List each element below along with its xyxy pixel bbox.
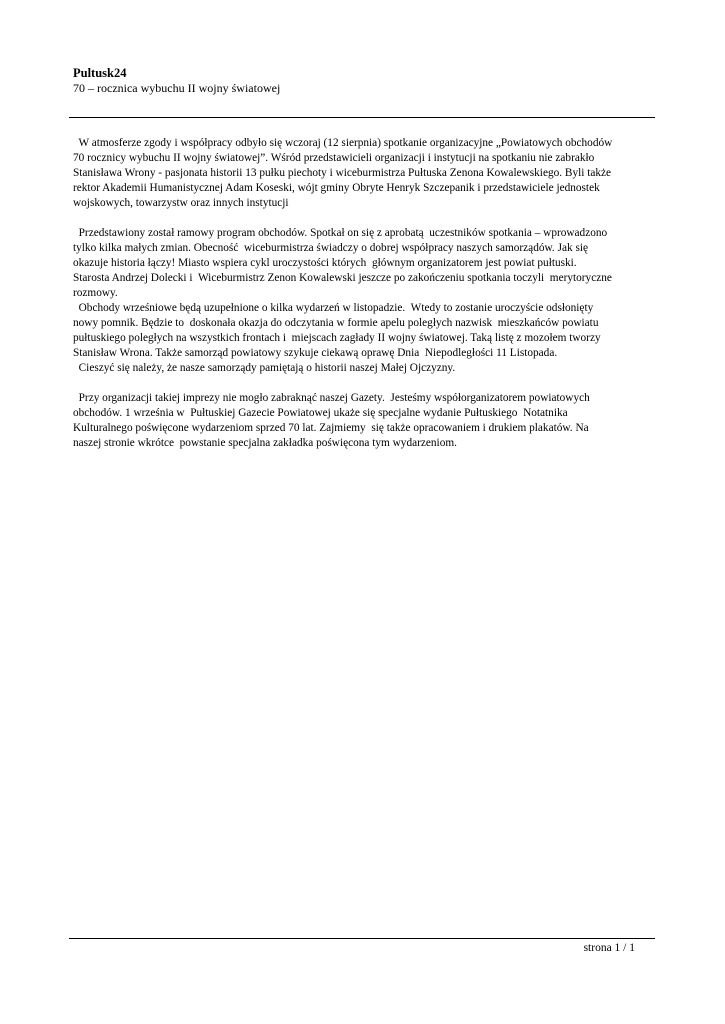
paragraph-1-line-3: Stanisława Wrony - pasjonata historii 13 pułku piechoty i wiceburmistrza Pułtuska Zenona Kowalewskiego. Byli także: [73, 167, 612, 179]
paragraph-2-line-9: Stanisław Wrona. Także samorząd powiatowy szykuje ciekawą oprawę Dnia Niepodległości 11 Listopada.: [73, 347, 558, 359]
paragraph-2-line-3: okazuje historia łączy! Miasto wspiera cykl uroczystości których głównym organizatorem jest powiat pułtuski.: [73, 257, 577, 269]
site-title: Pultusk24: [73, 66, 127, 80]
paragraph-gap: [73, 376, 663, 391]
paragraph-2-line-10: Cieszyć się należy, że nasze samorządy pamiętają o historii naszej Małej Ojczyzny.: [73, 362, 456, 374]
paragraph-2-line-4: Starosta Andrzej Dolecki i Wiceburmistrz Zenon Kowalewski jeszcze po zakończeniu spotkania toczyli merytoryczne: [73, 272, 612, 284]
paragraph-2-line-1: Przedstawiony został ramowy program obchodów. Spotkał on się z aprobatą uczestników spotkania – wprowadzono: [73, 227, 608, 239]
paragraph-3-line-1: Przy organizacji takiej imprezy nie mogło zabraknąć naszej Gazety. Jesteśmy współorganizatorem powiatowych: [73, 392, 590, 404]
article-body: [73, 136, 663, 451]
paragraph-2-line-5: rozmowy.: [73, 287, 118, 299]
paragraph-1-line-4: rektor Akademii Humanistycznej Adam Koseski, wójt gminy Obryte Henryk Szczepanik i przedstawiciele jednostek: [73, 182, 600, 194]
header-divider: [69, 117, 655, 118]
document-header: [73, 66, 658, 96]
paragraph-2-line-7: nowy pomnik. Będzie to doskonała okazja do odczytania w formie apelu poległych nazwisk mieszkańców powiatu: [73, 317, 599, 329]
paragraph-2-line-2: tylko kilka małych zmian. Obecność wiceburmistrza świadczy o dobrej współpracy naszych samorządów. Jak się: [73, 242, 588, 254]
paragraph-3-line-2: obchodów. 1 września w Pułtuskiej Gazecie Powiatowej ukaże się specjalne wydanie Pułtuskiego Notatnika: [73, 407, 568, 419]
paragraph-gap: [73, 211, 663, 226]
paragraph-3-line-4: naszej stronie wkrótce powstanie specjalna zakładka poświęcona tym wydarzeniom.: [73, 437, 457, 449]
paragraph-2-line-8: pułtuskiego poległych na wszystkich frontach i miejscach zagłady II wojny światowej. Taką listę z mozołem tworzy: [73, 332, 601, 344]
paragraph-1-line-5: wojskowych, towarzystw oraz innych instytucji: [73, 197, 289, 209]
paragraph-2-line-6: Obchody wrześniowe będą uzupełnione o kilka wydarzeń w listopadzie. Wtedy to zostanie uroczyście odsłonięty: [73, 302, 594, 314]
page-number: strona 1 / 1: [583, 942, 635, 954]
footer-divider: [69, 938, 655, 939]
paragraph-1-line-1: W atmosferze zgody i współpracy odbyło się wczoraj (12 sierpnia) spotkanie organizacyjne „Powiatowych obchodów: [73, 137, 613, 149]
article-subtitle: 70 – rocznica wybuchu II wojny światowej: [73, 81, 281, 95]
paragraph-1-line-2: 70 rocznicy wybuchu II wojny światowej”. Wśród przedstawicieli organizacji i instytucji na spotkaniu nie zabrakło: [73, 152, 595, 164]
paragraph-3-line-3: Kulturalnego poświęcone wydarzeniom sprzed 70 lat. Zajmiemy się także opracowaniem i drukiem plakatów. Na: [73, 422, 589, 434]
